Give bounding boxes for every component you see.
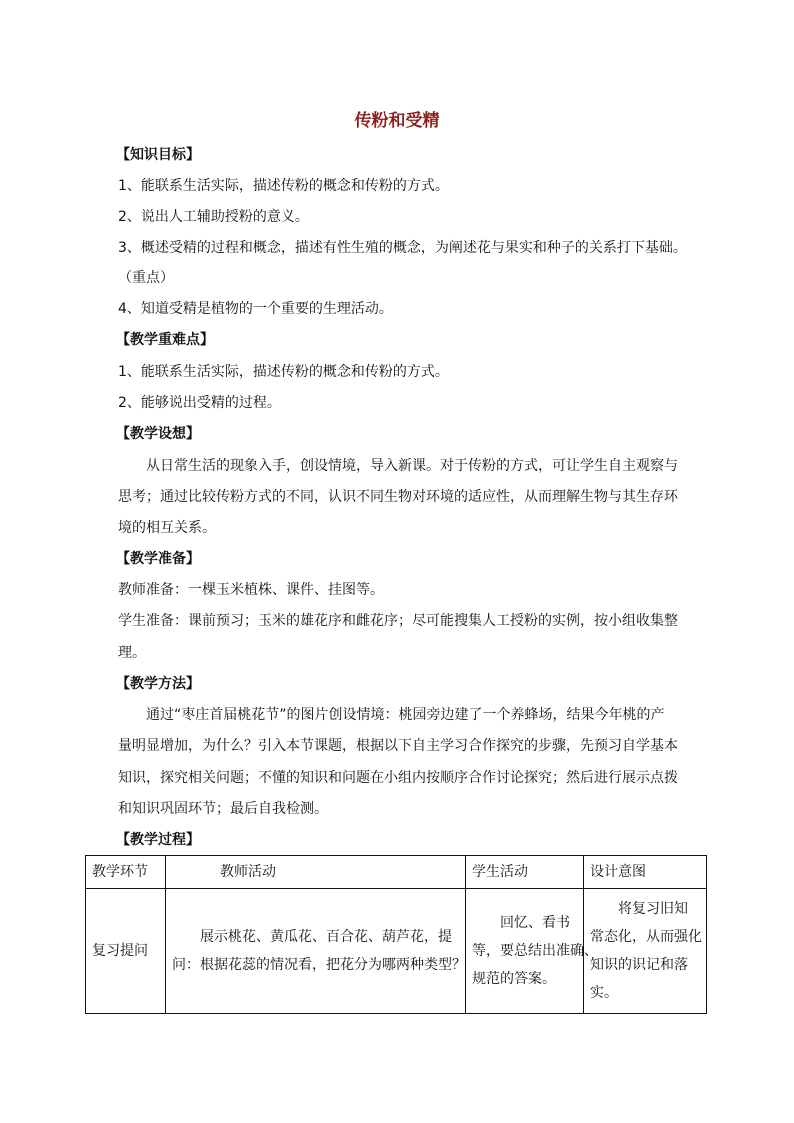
cell-intent bbox=[584, 889, 707, 1014]
method-line: 和知识巩固环节；最后自我检测。 bbox=[118, 801, 328, 817]
preparation-line: 理。 bbox=[118, 645, 146, 661]
method-line: 通过“枣庄首届桃花节”的图片创设情境：桃园旁边建了一个养蜂场，结果今年桃的产 bbox=[146, 707, 665, 723]
header-student: 学生活动 bbox=[466, 856, 584, 889]
cell-teacher bbox=[166, 889, 466, 1014]
preparation-line: 学生准备：课前预习；玉米的雄花序和雌花序；尽可能搜集人工授粉的实例，按小组收集整 bbox=[118, 613, 678, 629]
key-point-item: 1、能联系生活实际，描述传粉的概念和传粉的方式。 bbox=[118, 364, 449, 380]
teaching-idea-line: 从日常生活的现象入手，创设情境，导入新课。对于传粉的方式，可让学生自主观察与 bbox=[146, 458, 678, 474]
teaching-idea-line: 境的相互关系。 bbox=[118, 520, 216, 536]
process-table bbox=[85, 855, 707, 1014]
header-intent: 设计意图 bbox=[584, 856, 707, 889]
student-line: 回忆、看书 bbox=[500, 915, 570, 931]
knowledge-goals-heading: 【知识目标】 bbox=[116, 147, 200, 163]
table-row bbox=[86, 889, 707, 1014]
knowledge-goal-item: 1、能联系生活实际，描述传粉的概念和传粉的方式。 bbox=[118, 178, 449, 194]
knowledge-goal-note: （重点） bbox=[118, 270, 174, 286]
method-heading: 【教学方法】 bbox=[116, 676, 200, 692]
teacher-line: 展示桃花、黄瓜花、百合花、葫芦花，提 bbox=[200, 929, 452, 945]
knowledge-goal-item: 3、概述受精的过程和概念，描述有性生殖的概念，为阐述花与果实和种子的关系打下基础。 bbox=[118, 240, 687, 256]
intent-line: 常态化，从而强化 bbox=[590, 929, 702, 945]
knowledge-goal-item: 4、知道受精是植物的一个重要的生理活动。 bbox=[118, 301, 393, 317]
key-point-item: 2、能够说出受精的过程。 bbox=[118, 395, 281, 411]
teaching-idea-line: 思考；通过比较传粉方式的不同，认识不同生物对环境的适应性，从而理解生物与其生存环 bbox=[118, 489, 678, 505]
page-title: 传粉和受精 bbox=[354, 111, 440, 131]
teaching-idea-heading: 【教学设想】 bbox=[116, 426, 200, 442]
preparation-line: 教师准备：一棵玉米植株、课件、挂图等。 bbox=[118, 582, 384, 598]
process-heading: 【教学过程】 bbox=[116, 832, 200, 848]
teacher-line: 问：根据花蕊的情况看，把花分为哪两种类型？ bbox=[172, 957, 466, 973]
student-line: 规范的答案。 bbox=[472, 971, 556, 987]
header-teacher: 教师活动 bbox=[166, 856, 466, 889]
key-points-heading: 【教学重难点】 bbox=[116, 332, 214, 348]
table-header-row bbox=[86, 856, 707, 889]
intent-line: 将复习旧知 bbox=[618, 901, 688, 917]
cell-stage: 复习提问 bbox=[86, 889, 166, 1014]
intent-line: 实。 bbox=[590, 985, 618, 1001]
method-line: 量明显增加，为什么？引入本节课题，根据以下自主学习合作探究的步骤，先预习自学基本 bbox=[118, 738, 678, 754]
method-line: 知识，探究相关问题；不懂的知识和问题在小组内按顺序合作讨论探究；然后进行展示点拨 bbox=[118, 770, 678, 786]
knowledge-goal-item: 2、说出人工辅助授粉的意义。 bbox=[118, 209, 309, 225]
header-stage: 教学环节 bbox=[86, 856, 166, 889]
student-line: 等，要总结出准确、 bbox=[472, 943, 598, 959]
cell-student bbox=[466, 889, 598, 1014]
preparation-heading: 【教学准备】 bbox=[116, 551, 200, 567]
intent-line: 知识的识记和落 bbox=[590, 957, 688, 973]
